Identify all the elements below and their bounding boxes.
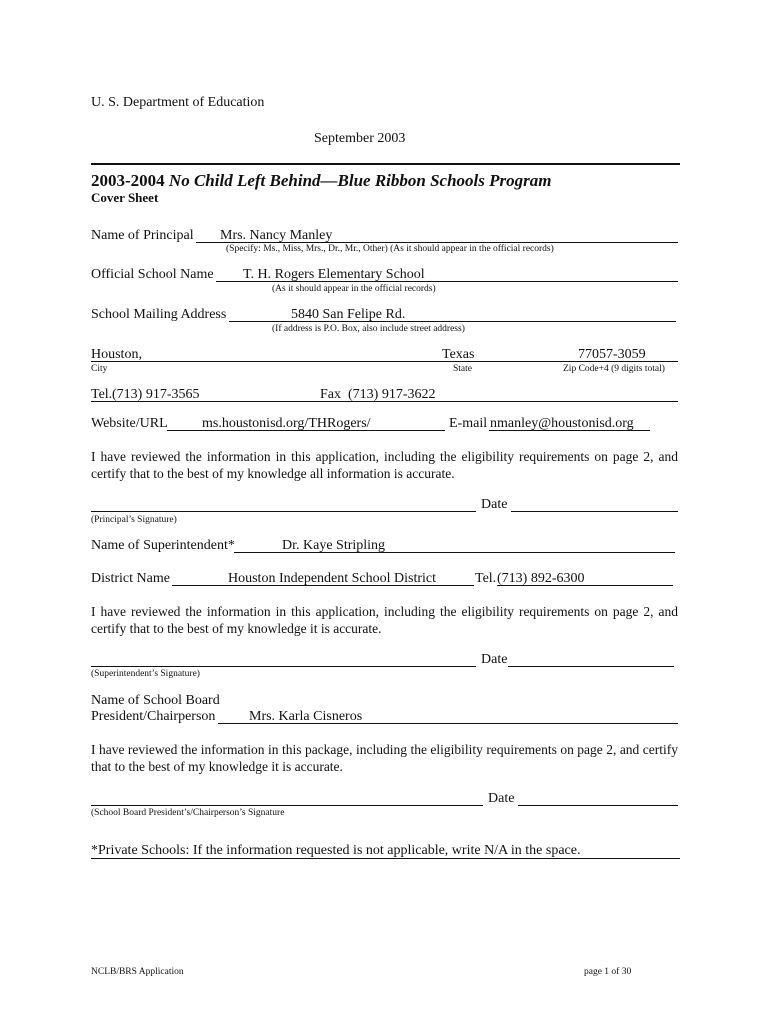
footer-left: NCLB/BRS Application [91, 967, 184, 977]
title-year: 2003-2004 [91, 171, 165, 190]
board-signature-caption: (School Board President’s/Chairperson’s Signature [91, 808, 285, 818]
district-tel-field[interactable]: (713) 892-6300 [497, 571, 585, 586]
page-number: page 1 of 30 [584, 967, 632, 977]
website-label: Website/URL [91, 416, 168, 431]
board-label-line1: Name of School Board [91, 693, 220, 708]
state-field[interactable]: Texas [442, 347, 475, 362]
superintendent-label: Name of Superintendent* [91, 538, 235, 553]
school-name-field[interactable]: T. H. Rogers Elementary School [243, 267, 425, 282]
district-label: District Name [91, 571, 170, 586]
fax-label: Fax [320, 387, 341, 402]
board-signature-line[interactable] [91, 805, 483, 806]
principal-date-line[interactable] [511, 511, 678, 512]
principal-certification: I have reviewed the information in this application, including the eligibility requirements on page 2, and certify that to the best of my knowledge all information is accurate. [91, 449, 678, 481]
private-schools-note: *Private Schools: If the information requested is not applicable, write N/A in the space. [91, 843, 581, 858]
page-subtitle: Cover Sheet [91, 190, 159, 205]
tel-field[interactable]: (713) 917-3565 [112, 387, 200, 402]
tel-label: Tel. [91, 387, 113, 402]
document-date: September 2003 [314, 131, 406, 146]
principal-label: Name of Principal [91, 228, 194, 243]
superintendent-signature-line[interactable] [91, 666, 476, 667]
principal-field[interactable]: Mrs. Nancy Manley [220, 228, 333, 243]
board-date-line[interactable] [518, 805, 678, 806]
fax-field[interactable]: (713) 917-3622 [348, 387, 436, 402]
board-label-line2: President/Chairperson [91, 709, 216, 724]
title-program: No Child Left Behind—Blue Ribbon Schools Program [168, 171, 552, 190]
superintendent-certification: I have reviewed the information in this application, including the eligibility requirements on page 2, and certify that to the best of my knowledge it is accurate. [91, 604, 678, 636]
title-rule [91, 163, 680, 165]
superintendent-date-line[interactable] [508, 666, 674, 667]
email-label: E-mail [449, 416, 488, 431]
board-date-label: Date [488, 791, 515, 806]
principal-note: (Specify: Ms., Miss, Mrs., Dr., Mr., Other) (As it should appear in the official records) [226, 244, 554, 254]
district-tel-label: Tel. [475, 571, 497, 586]
address-note: (If address is P.O. Box, also include street address) [272, 324, 465, 334]
address-field[interactable]: 5840 San Felipe Rd. [291, 307, 406, 322]
principal-date-label: Date [481, 497, 508, 512]
school-name-label: Official School Name [91, 267, 214, 282]
board-field[interactable]: Mrs. Karla Cisneros [249, 709, 363, 724]
email-field[interactable]: nmanley@houstonisd.org [490, 416, 634, 431]
superintendent-date-label: Date [481, 652, 508, 667]
school-name-note: (As it should appear in the official records) [272, 284, 436, 294]
zip-field[interactable]: 77057-3059 [578, 347, 646, 362]
zip-caption: Zip Code+4 (9 digits total) [563, 364, 665, 374]
department-name: U. S. Department of Education [91, 95, 265, 110]
principal-signature-line[interactable] [91, 511, 476, 512]
city-caption: City [91, 364, 108, 374]
district-field[interactable]: Houston Independent School District [228, 571, 437, 586]
principal-signature-caption: (Principal’s Signature) [91, 515, 177, 525]
address-label: School Mailing Address [91, 307, 227, 322]
private-note-rule [91, 858, 680, 859]
website-field[interactable]: ms.houstonisd.org/THRogers/ [202, 416, 371, 431]
state-caption: State [453, 364, 472, 374]
superintendent-signature-caption: (Superintendent’s Signature) [91, 669, 200, 679]
board-certification: I have reviewed the information in this package, including the eligibility requirements on page 2, and certify that to the best of my knowledge it is accurate. [91, 742, 678, 774]
superintendent-field[interactable]: Dr. Kaye Stripling [282, 538, 386, 553]
city-field[interactable]: Houston, [91, 347, 142, 362]
page-title [91, 171, 551, 191]
